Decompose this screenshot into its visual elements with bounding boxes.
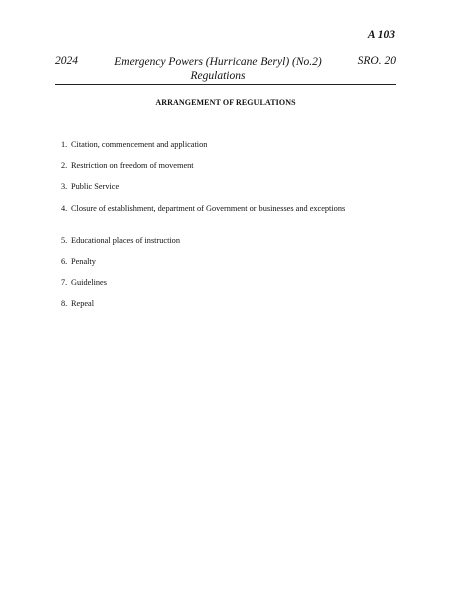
item-text: Restriction on freedom of movement	[71, 161, 194, 170]
list-item	[61, 257, 371, 267]
item-number: 7.	[61, 278, 68, 287]
header-title-line2: Regulations	[190, 70, 246, 82]
item-number: 3.	[61, 182, 68, 191]
arrangement-heading: ARRANGEMENT OF REGULATIONS	[155, 98, 296, 107]
list-item	[61, 278, 371, 288]
list-item	[61, 140, 371, 150]
list-item	[61, 204, 371, 214]
list-item	[61, 236, 371, 246]
item-text: Repeal	[71, 299, 95, 308]
item-number: 6.	[61, 257, 68, 266]
header-year: 2024	[55, 55, 78, 67]
list-item	[61, 299, 371, 309]
page-number: A 103	[367, 29, 395, 41]
item-number: 5.	[61, 236, 68, 245]
list-item	[61, 161, 371, 171]
item-text: Closure of establishment, department of Government or businesses and exceptions	[71, 204, 346, 213]
item-number: 8.	[61, 299, 68, 308]
item-text: Citation, commencement and application	[71, 140, 208, 149]
header-title	[111, 55, 325, 83]
list-item	[61, 182, 371, 192]
item-text: Guidelines	[71, 278, 107, 287]
header-title-line1: Emergency Powers (Hurricane Beryl) (No.2)	[114, 56, 322, 68]
item-number: 1.	[61, 140, 68, 149]
item-number: 4.	[61, 204, 68, 213]
header-sro: SRO. 20	[357, 55, 396, 67]
header-rule	[55, 84, 396, 85]
item-text: Penalty	[71, 257, 96, 266]
item-number: 2.	[61, 161, 68, 170]
item-text: Educational places of instruction	[71, 236, 180, 245]
item-text: Public Service	[71, 182, 120, 191]
